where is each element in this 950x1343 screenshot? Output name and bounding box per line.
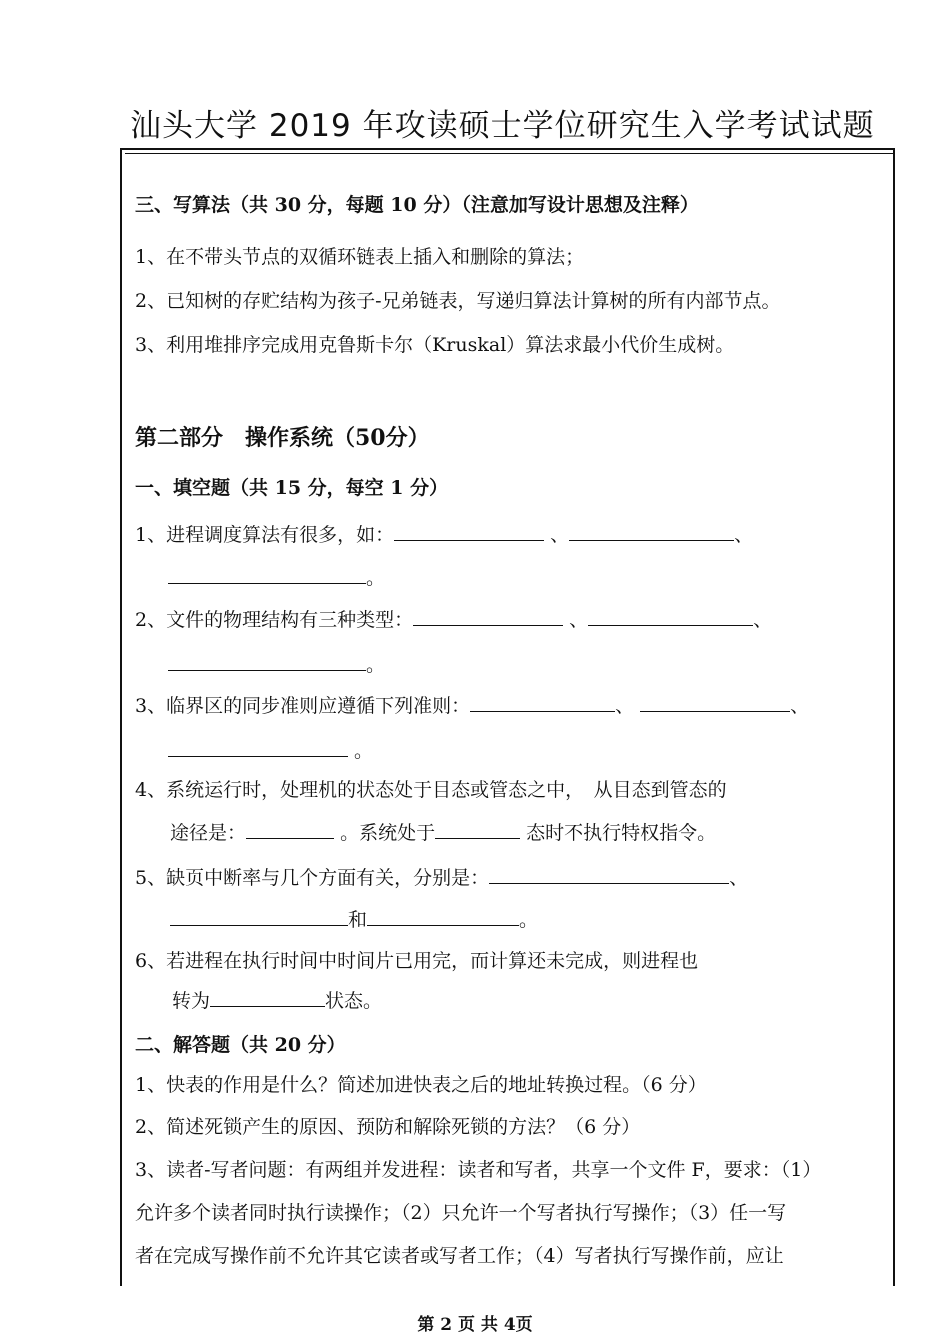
answer-blank bbox=[168, 738, 348, 757]
answer-question-2: 2、简述死锁产生的原因、预防和解除死锁的方法？（6 分） bbox=[135, 1116, 641, 1138]
answer-blank bbox=[168, 565, 366, 584]
answer-blank bbox=[246, 820, 334, 839]
fill-question-6: 6、若进程在执行时间中时间片已用完，而计算还未完成，则进程也 bbox=[135, 950, 699, 972]
algorithm-question-2: 2、已知树的存贮结构为孩子-兄弟链表，写递归算法计算树的所有内部节点。 bbox=[135, 290, 781, 312]
page-number: 第 2 页 共 4页 bbox=[417, 1315, 533, 1335]
answer-blank bbox=[569, 522, 734, 541]
fill-question-3-cont: 。 bbox=[168, 738, 373, 764]
answer-blank bbox=[413, 607, 563, 626]
fill-question-2-cont: 。 bbox=[168, 652, 385, 678]
part-two-heading: 第二部分 操作系统（50分） bbox=[135, 425, 430, 451]
fill-question-4: 4、系统运行时，处理机的状态处于目态或管态之中， 从目态到管态的 bbox=[135, 779, 727, 801]
algorithm-question-1: 1、在不带头节点的双循环链表上插入和删除的算法； bbox=[135, 246, 585, 268]
answer-blank bbox=[640, 693, 790, 712]
answer-blank bbox=[168, 652, 366, 671]
fill-question-4-cont: 途径是： 。系统处于 态时不执行特权指令。 bbox=[170, 822, 717, 844]
answer-blank bbox=[435, 820, 520, 839]
answer-section-heading: 二、解答题（共 20 分） bbox=[135, 1034, 346, 1056]
answer-blank bbox=[367, 907, 519, 926]
answer-question-3-line-1: 3、读者-写者问题：有两组并发进程：读者和写者，共享一个文件 F，要求：（1） bbox=[135, 1159, 822, 1181]
answer-blank bbox=[489, 865, 729, 884]
fill-question-5-cont: 和 。 bbox=[170, 907, 538, 933]
fill-question-6-cont: 转为 状态。 bbox=[172, 990, 383, 1012]
fill-question-5: 5、缺页中断率与几个方面有关，分别是： 、 bbox=[135, 867, 749, 889]
section-heading-algorithms: 三、写算法（共 30 分，每题 10 分）（注意加写设计思想及注释） bbox=[135, 194, 699, 216]
algorithm-question-3: 3、利用堆排序完成用克鲁斯卡尔（Kruskal）算法求最小代价生成树。 bbox=[135, 334, 735, 356]
answer-blank bbox=[470, 693, 615, 712]
fill-question-2: 2、文件的物理结构有三种类型： 、 、 bbox=[135, 609, 773, 631]
fill-in-heading: 一、填空题（共 15 分，每空 1 分） bbox=[135, 477, 449, 499]
fill-question-1: 1、进程调度算法有很多，如： 、 、 bbox=[135, 524, 754, 546]
exam-title: 汕头大学 2019 年攻读硕士学位研究生入学考试试题 bbox=[130, 108, 875, 144]
answer-question-3-line-3: 者在完成写操作前不允许其它读者或写者工作；（4）写者执行写操作前，应让 bbox=[135, 1245, 784, 1267]
fill-question-3: 3、临界区的同步准则应遵循下列准则： 、 、 bbox=[135, 695, 810, 717]
answer-blank bbox=[210, 988, 325, 1007]
answer-blank bbox=[588, 607, 753, 626]
fill-question-1-cont: 。 bbox=[168, 565, 385, 591]
answer-question-3-line-2: 允许多个读者同时执行读操作；（2）只允许一个写者执行写操作；（3）任一写 bbox=[135, 1202, 787, 1224]
answer-blank bbox=[394, 522, 544, 541]
answer-question-1: 1、快表的作用是什么？简述加进快表之后的地址转换过程。（6 分） bbox=[135, 1074, 707, 1096]
answer-blank bbox=[170, 907, 348, 926]
